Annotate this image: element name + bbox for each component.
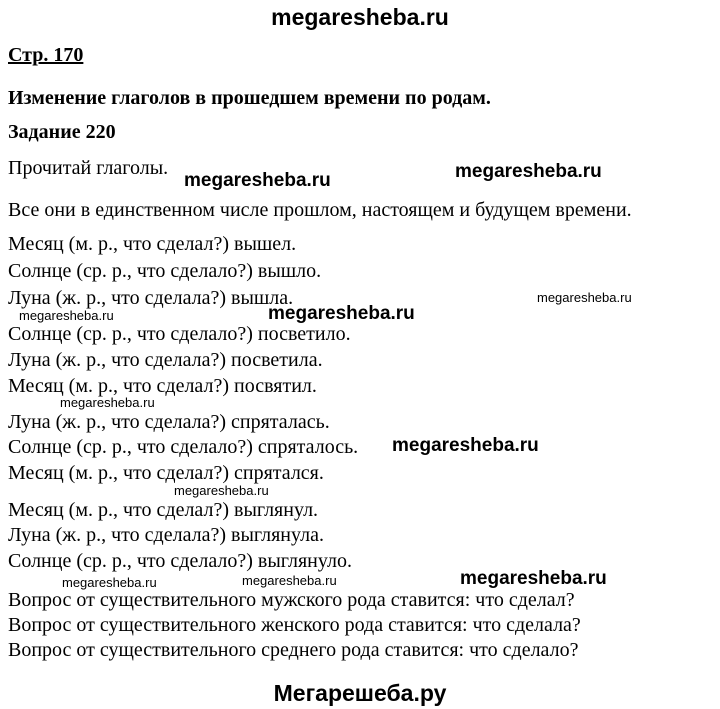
sentence-9: Месяц (м. р., что сделал?) спрятался.: [8, 462, 324, 484]
sentence-12: Солнце (ср. р., что сделало?) выглянуло.: [8, 550, 352, 572]
sentence-1: Месяц (м. р., что сделал?) вышел.: [8, 233, 297, 255]
watermark-5: megaresheba.ru: [268, 303, 415, 324]
watermark-6: megaresheba.ru: [60, 395, 155, 410]
page-reference: Стр. 170: [8, 44, 84, 66]
sentence-6: Месяц (м. р., что сделал?) посвятил.: [8, 375, 317, 397]
task-heading: Задание 220: [8, 121, 116, 143]
conclusion-masculine: Вопрос от существительного мужского рода ставится: что сделал?: [8, 589, 575, 611]
watermark-8: megaresheba.ru: [174, 483, 269, 498]
sentence-5: Луна (ж. р., что сделала?) посветила.: [8, 349, 323, 371]
sentence-10: Месяц (м. р., что сделал?) выглянул.: [8, 499, 319, 521]
watermark-3: megaresheba.ru: [537, 290, 632, 305]
watermark-11: megaresheba.ru: [460, 568, 607, 589]
watermark-9: megaresheba.ru: [62, 575, 157, 590]
conclusion-neuter: Вопрос от существительного среднего рода ставится: что сделало?: [8, 639, 579, 661]
sentence-8: Солнце (ср. р., что сделало?) спряталось.: [8, 436, 359, 458]
watermark-4: megaresheba.ru: [19, 308, 114, 323]
sentence-3: Луна (ж. р., что сделала?) вышла.: [8, 287, 294, 309]
conclusion-feminine: Вопрос от существительного женского рода ставится: что сделала?: [8, 614, 581, 636]
watermark-10: megaresheba.ru: [242, 573, 337, 588]
lesson-title: Изменение глаголов в прошедшем времени по родам.: [8, 87, 491, 109]
sentence-2: Солнце (ср. р., что сделало?) вышло.: [8, 260, 322, 282]
watermark-7: megaresheba.ru: [392, 435, 539, 456]
sentence-4: Солнце (ср. р., что сделало?) посветило.: [8, 323, 351, 345]
watermark-2: megaresheba.ru: [455, 161, 602, 182]
watermark-1: megaresheba.ru: [184, 170, 331, 191]
site-header: megaresheba.ru: [271, 4, 449, 30]
intro-line-2: Все они в единственном числе прошлом, настоящем и будущем времени.: [8, 199, 632, 221]
sentence-7: Луна (ж. р., что сделала?) спряталась.: [8, 411, 330, 433]
site-footer: Мегарешеба.ру: [273, 680, 447, 706]
intro-line-1: Прочитай глаголы.: [8, 157, 169, 179]
sentence-11: Луна (ж. р., что сделала?) выглянула.: [8, 524, 324, 546]
